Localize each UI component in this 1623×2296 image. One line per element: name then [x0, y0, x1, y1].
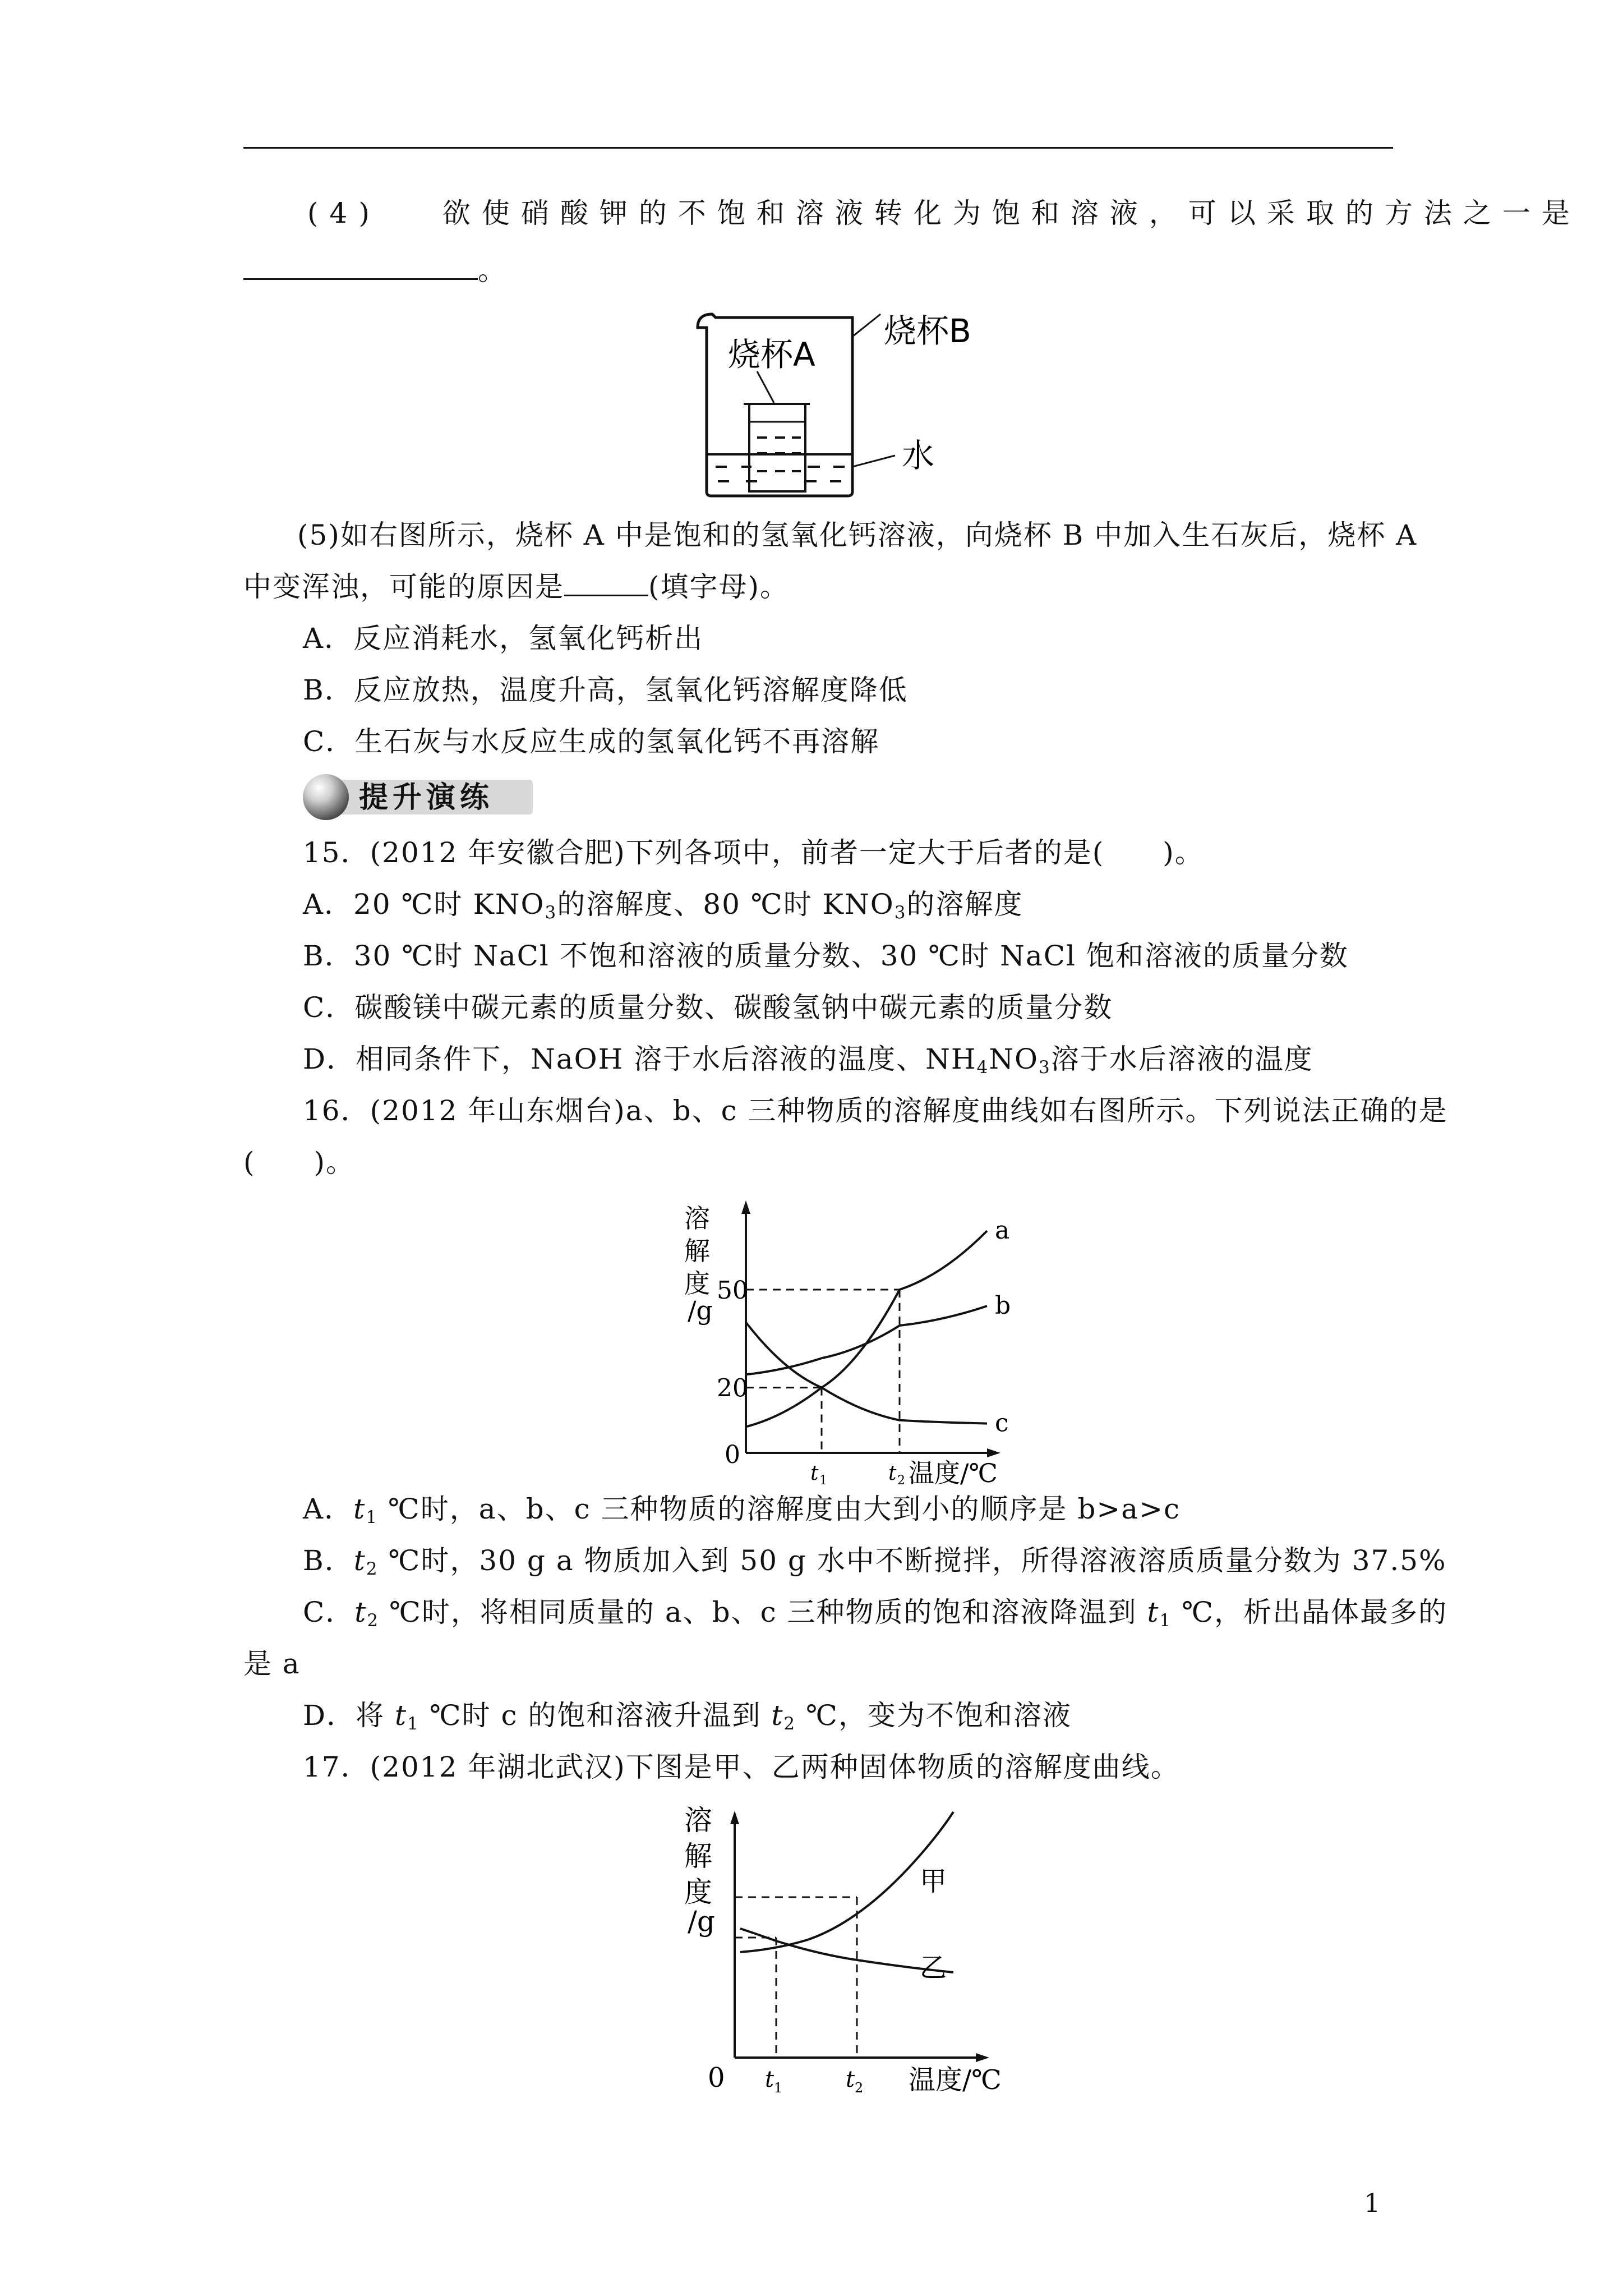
- chart1-x-arrow: [987, 1448, 1000, 1457]
- q16-option-c-tsub: 2: [367, 1610, 380, 1631]
- q16-option-b: [303, 1544, 1447, 1586]
- q16-option-d-t2sub: 2: [783, 1713, 796, 1734]
- water-leader: [852, 455, 895, 467]
- q16-option-a: [303, 1492, 1181, 1534]
- beaker-b-leader: [852, 314, 880, 337]
- q14-part4-line: [307, 196, 1581, 230]
- q16-option-c: [303, 1595, 1447, 1637]
- section-header: [303, 774, 533, 820]
- chart2-xtick-t2: t: [846, 2067, 855, 2092]
- header-rule: [243, 147, 1393, 149]
- q15-option-a-part3: 的溶解度: [906, 888, 1023, 921]
- chart1-ylabel-1: 溶: [684, 1203, 710, 1234]
- chart2-x-arrow: [976, 2053, 989, 2062]
- section-bullet-icon: [303, 774, 349, 820]
- q15-option-a-sub2: 3: [894, 902, 907, 923]
- q15-stem: 15．(2012 年安徽合肥)下列各项中，前者一定大于后者的是( )。: [303, 836, 1204, 869]
- q16-option-b-t: t: [353, 1544, 366, 1577]
- q16-option-c-post: ℃，析出晶体最多的: [1172, 1596, 1448, 1628]
- beaker-a-dashes: [757, 438, 801, 471]
- chart2-xtick-t2-sub: 2: [855, 2080, 864, 2096]
- q14-option-c: C．生石灰与水反应生成的氢氧化钙不再溶解: [303, 725, 880, 758]
- q14-part4-end: 。: [478, 254, 507, 287]
- chart2-series-label-jia: 甲: [920, 1866, 947, 1897]
- chart2-xlabel: 温度/℃: [909, 2064, 1002, 2096]
- q16-option-b-post: ℃时，30 g a 物质加入到 50 g 水中不断搅拌，所得溶液溶质质量分数为 37.5%: [378, 1544, 1447, 1577]
- q16-option-d-post: ℃，变为不饱和溶液: [796, 1699, 1072, 1732]
- q16-option-a-tsub: 1: [366, 1507, 378, 1527]
- chart1-origin-label: 0: [725, 1441, 740, 1469]
- chart1-ylabel-2: 解: [684, 1236, 710, 1266]
- water-label: 水: [902, 436, 935, 475]
- q17-stem: 17．(2012 年湖北武汉)下图是甲、乙两种固体物质的溶解度曲线。: [303, 1751, 1180, 1783]
- solubility-chart-jia-yi: [673, 1789, 1043, 2104]
- chart1-series-label-b: b: [995, 1291, 1011, 1320]
- q16-option-a-post: ℃时，a、b、c 三种物质的溶解度由大到小的顺序是 b>a>c: [377, 1493, 1181, 1525]
- q16-stem-line1: 16．(2012 年山东烟台)a、b、c 三种物质的溶解度曲线如右图所示。下列说法正确的是: [303, 1094, 1448, 1127]
- chart2-y-arrow: [730, 1811, 739, 1824]
- q16-option-a-t: t: [353, 1493, 366, 1525]
- chart1-series-label-a: a: [995, 1216, 1010, 1245]
- q14-part5-answer-blank[interactable]: [564, 570, 648, 596]
- q14-part4-answer-blank[interactable]: [243, 254, 478, 280]
- chart1-xtick-t1-sub: 1: [819, 1474, 827, 1487]
- q15-option-d-sub1: 4: [976, 1057, 989, 1078]
- chart1-series-label-c: c: [995, 1409, 1009, 1438]
- q16-stem-line2: ( )。: [243, 1146, 356, 1179]
- chart1-xtick-t2: t: [888, 1462, 897, 1485]
- chart1-ylabel-4: /g: [688, 1295, 713, 1326]
- q16-option-d-pre: D．将: [303, 1699, 395, 1732]
- q14-part5-line2: [243, 570, 789, 604]
- beaker-a-outline: [744, 404, 810, 491]
- q15-option-a-sub1: 3: [545, 902, 557, 923]
- page-number: 1: [1364, 2188, 1381, 2218]
- q14-option-b: B．反应放热，温度升高，氢氧化钙溶解度降低: [303, 674, 908, 706]
- chart1-xtick-t1: t: [810, 1462, 819, 1485]
- water-dashes: [716, 467, 845, 481]
- chart2-ylabel-4: /g: [688, 1905, 715, 1938]
- q15-option-a-part2: 的溶解度、80 ℃时 KNO: [557, 888, 895, 921]
- q15-option-b: B．30 ℃时 NaCl 不饱和溶液的质量分数、30 ℃时 NaCl 饱和溶液的质量分数: [303, 940, 1349, 972]
- q16-option-b-tsub: 2: [366, 1558, 379, 1579]
- chart1-y-arrow: [741, 1200, 750, 1214]
- q15-option-d-part2: NO: [989, 1043, 1039, 1075]
- q15-option-c: C．碳酸镁中碳元素的质量分数、碳酸氢钠中碳元素的质量分数: [303, 991, 1113, 1024]
- q15-option-a-part1: A．20 ℃时 KNO: [303, 888, 545, 921]
- q16-option-d-t: t: [394, 1699, 408, 1732]
- q16-option-d-mid: ℃时 c 的饱和溶液升温到: [419, 1699, 772, 1732]
- q14-part5-line1: (5)如右图所示，烧杯 A 中是饱和的氢氧化钙溶液，向烧杯 B 中加入生石灰后，烧杯 A: [297, 519, 1418, 551]
- q15-option-d: [303, 1042, 1313, 1084]
- q16-option-c-t2sub: 1: [1159, 1610, 1172, 1631]
- q14-option-a: A．反应消耗水，氢氧化钙析出: [303, 622, 704, 655]
- chart2-ylabel-3: 度: [684, 1876, 712, 1908]
- q16-option-d-t2: t: [771, 1699, 784, 1732]
- q16-option-c-t2: t: [1147, 1596, 1160, 1628]
- chart2-ylabel-2: 解: [684, 1840, 712, 1872]
- chart2-ylabel-1: 溶: [684, 1804, 712, 1837]
- q14-part4-text: 欲使硝酸钾的不饱和溶液转化为饱和溶液，可以采取的方法之一是: [442, 197, 1581, 229]
- q16-option-c-t: t: [354, 1596, 367, 1628]
- beaker-a-label: 烧杯A: [728, 335, 815, 374]
- q16-option-d-tsub: 1: [407, 1713, 419, 1734]
- chart1-xlabel: 温度/℃: [909, 1458, 998, 1487]
- beaker-diagram: [695, 303, 1043, 505]
- beaker-a-leader: [757, 371, 774, 403]
- q16-option-c-mid: ℃时，将相同质量的 a、b、c 三种物质的饱和溶液降温到: [379, 1596, 1147, 1628]
- q14-part5-pre: 中变浑浊，可能的原因是: [243, 570, 564, 603]
- q15-option-d-part1: D．相同条件下，NaOH 溶于水后溶液的温度、NH: [303, 1043, 977, 1075]
- q14-part4-label: (4): [307, 197, 381, 229]
- q15-option-d-part3: 溶于水后溶液的温度: [1050, 1043, 1313, 1075]
- q14-part5-post: (填字母)。: [648, 570, 790, 603]
- chart1-curve-c: [746, 1322, 987, 1423]
- chart1-ytick-20: 20: [717, 1374, 748, 1403]
- q14-part4-answer-line: [243, 254, 507, 287]
- q15-option-d-sub2: 3: [1038, 1057, 1051, 1078]
- chart1-curve-b: [746, 1306, 987, 1374]
- chart2-series-label-yi: 乙: [920, 1952, 947, 1984]
- chart1-xtick-t2-sub: 2: [897, 1474, 905, 1487]
- q16-option-d: [303, 1699, 1072, 1741]
- chart1-ytick-50: 50: [717, 1276, 748, 1305]
- chart1-curve-a: [746, 1231, 987, 1427]
- chart2-xtick-t1: t: [765, 2067, 774, 2092]
- chart2-xtick-t1-sub: 1: [774, 2080, 783, 2096]
- q16-option-b-pre: B．: [303, 1544, 354, 1577]
- section-title: 提升演练: [359, 781, 494, 815]
- beaker-b-label: 烧杯B: [884, 312, 971, 350]
- chart2-origin-label: 0: [708, 2062, 725, 2093]
- q16-option-c-line2: 是 a: [243, 1648, 301, 1680]
- chart1-ylabel-3: 度: [684, 1268, 710, 1299]
- solubility-chart-abc: [673, 1195, 1032, 1487]
- q16-option-c-pre: C．: [303, 1596, 355, 1628]
- q16-option-a-pre: A．: [303, 1493, 354, 1525]
- q15-option-a: [303, 887, 1023, 930]
